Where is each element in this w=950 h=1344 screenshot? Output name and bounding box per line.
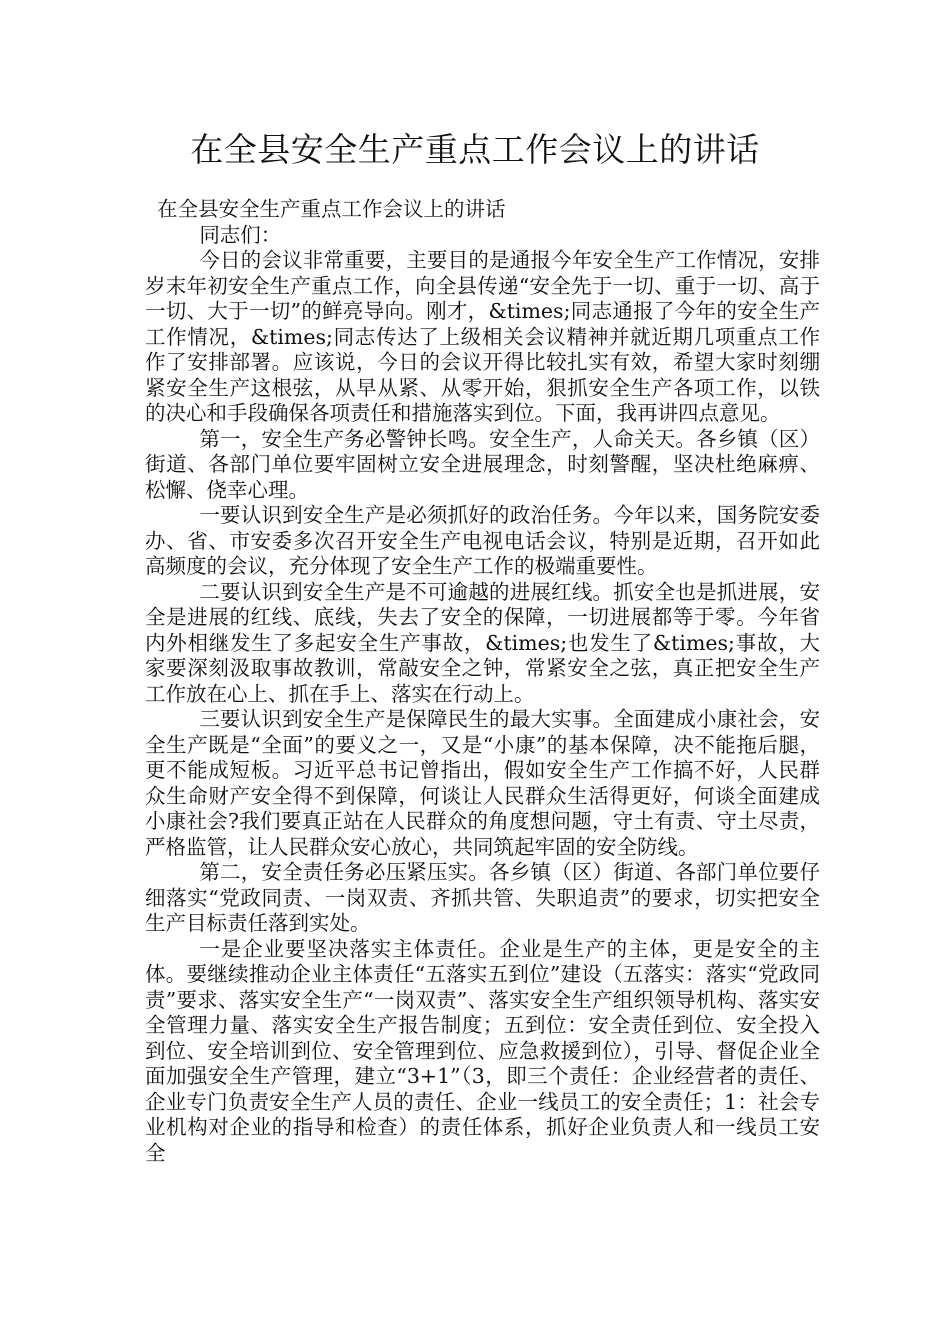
paragraph: 三要认识到安全生产是保障民生的最大实事。全面建成小康社会，安全生产既是“全面”的要义之一，又是“小康”的基本保障，决不能拖后腿，更不能成短板。习近平总书记曾指出，假如安全生产工作搞不好，人民群众生命财产安全得不到保障，何谈让人民群众生活得更好，何谈全面建成小康社会?我们要真正站在人民群众的角度想问题，守土有责、守土尽责，严格监管，让人民群众安心放心，共同筑起牢固的安全防线。 <box>145 707 820 859</box>
paragraph: 一要认识到安全生产是必须抓好的政治任务。今年以来，国务院安委办、省、市安委多次召开安全生产电视电话会议，特别是近期，召开如此高频度的会议，充分体现了安全生产工作的极端重要性。 <box>145 503 820 578</box>
document-title: 在全县安全生产重点工作会议上的讲话 <box>190 130 760 169</box>
document-subtitle: 在全县安全生产重点工作会议上的讲话 <box>157 197 506 221</box>
paragraph: 一是企业要坚决落实主体责任。企业是生产的主体，更是安全的主体。要继续推动企业主体责任“五落实五到位”建设（五落实：落实“党政同责”要求、落实安全生产“一岗双责”、落实安全生产组织领导机构、落实安全管理力量、落实安全生产报告制度；五到位：安全责任到位、安全投入到位、安全培训到位、安全管理到位、应急救援到位），引导、督促企业全面加强安全生产管理，建立“3+1”（3，即三个责任：企业经营者的责任、企业专门负责安全生产人员的责任、企业一线员工的安全责任；1：社会专业机构对企业的指导和检查）的责任体系，抓好企业负责人和一线员工安全 <box>145 936 820 1165</box>
paragraph: 今日的会议非常重要，主要目的是通报今年安全生产工作情况，安排岁末年初安全生产重点工作，向全县传递“安全先于一切、重于一切、高于一切、大于一切”的鲜亮导向。刚才，&times;同志通报了今年的安全生产工作情况，&times;同志传达了上级相关会议精神并就近期几项重点工作作了安排部署。应该说，今日的会议开得比较扎实有效，希望大家时刻绷紧安全生产这根弦，从早从紧、从零开始，狠抓安全生产各项工作，以铁的决心和手段确保各项责任和措施落实到位。下面，我再讲四点意见。 <box>145 248 820 425</box>
paragraph: 第一，安全生产务必警钟长鸣。安全生产，人命关天。各乡镇（区）街道、各部门单位要牢固树立安全进展理念，时刻警醒，坚决杜绝麻痹、松懈、侥幸心理。 <box>145 426 820 502</box>
paragraph: 第二，安全责任务必压紧压实。各乡镇（区）街道、各部门单位要仔细落实“党政同责、一岗双责、齐抓共管、失职追责”的要求，切实把安全生产目标责任落到实处。 <box>145 860 820 935</box>
salutation: 同志们： <box>199 222 282 247</box>
paragraph: 二要认识到安全生产是不可逾越的进展红线。抓安全也是抓进展，安全是进展的红线、底线，失去了安全的保障，一切进展都等于零。今年省内外相继发生了多起安全生产事故，&times;也发生了&times;事故，大家要深刻汲取事故教训，常敲安全之钟，常紧安全之弦，真正把安全生产工作放在心上、抓在手上、落实在行动上。 <box>145 579 820 706</box>
document-body <box>145 197 820 1166</box>
